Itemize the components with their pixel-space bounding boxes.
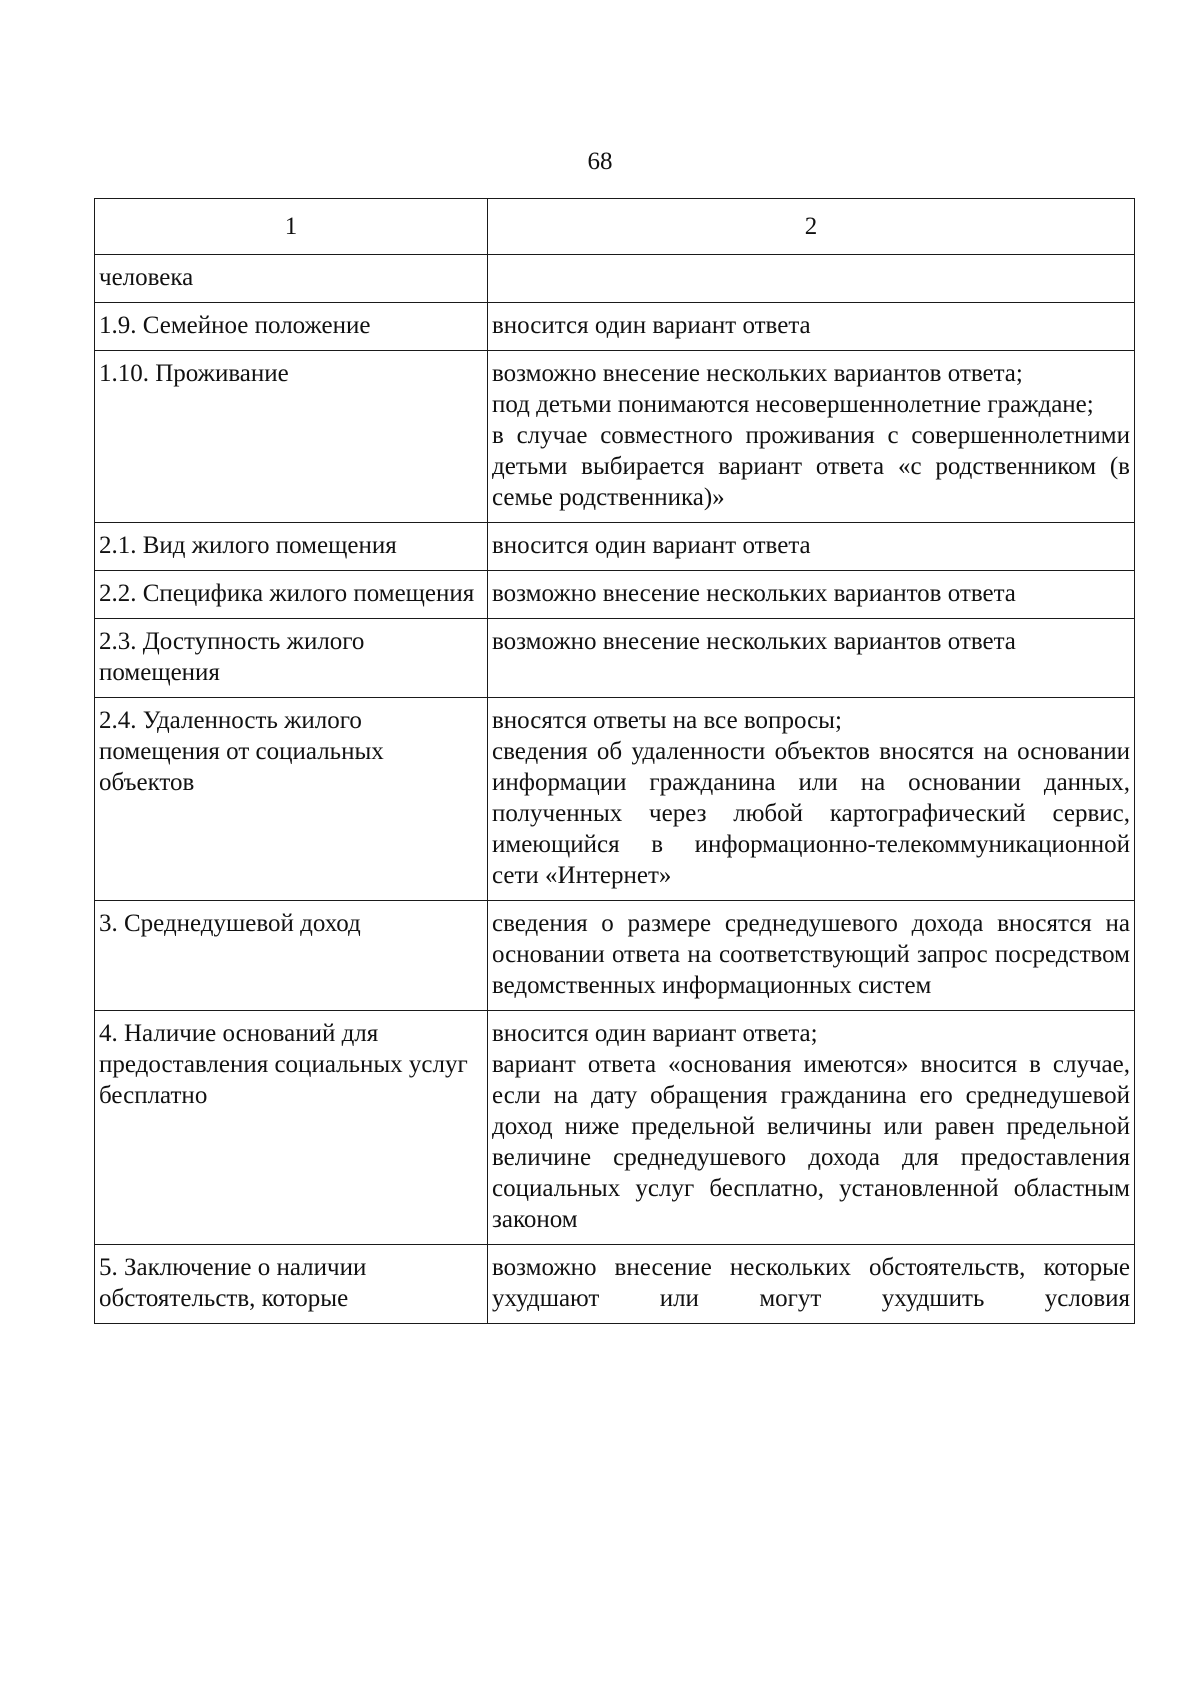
table-row (95, 698, 1135, 901)
table-row (95, 619, 1135, 698)
description-paragraph: вносится один вариант ответа; (492, 1020, 818, 1047)
row-label: 3. Среднедушевой доход (95, 901, 488, 1011)
table-row (95, 1245, 1135, 1324)
row-label: 4. Наличие оснований для предоставления социальных услуг бесплатно (95, 1011, 488, 1245)
row-label: 2.1. Вид жилого помещения (95, 523, 488, 571)
description-paragraph: вносится один вариант ответа (492, 532, 811, 559)
description-paragraph: в случае совместного проживания с совершеннолетними детьми выбирается вариант ответа «с родственником (в семье родственника)» (492, 422, 1130, 511)
row-description (488, 255, 1135, 303)
row-label: 2.3. Доступность жилого помещения (95, 619, 488, 698)
row-description (488, 303, 1135, 351)
row-description (488, 571, 1135, 619)
table-row (95, 255, 1135, 303)
row-description (488, 1011, 1135, 1245)
description-paragraph: сведения о размере среднедушевого дохода вносятся на основании ответа на соответствующий запрос посредством ведомственных информационных систем (492, 910, 1130, 999)
table-row (95, 901, 1135, 1011)
table-row (95, 1011, 1135, 1245)
row-label: 5. Заключение о наличии обстоятельств, которые (95, 1245, 488, 1324)
header-row (95, 199, 1135, 255)
row-description (488, 523, 1135, 571)
row-description (488, 351, 1135, 523)
description-paragraph: вносится один вариант ответа (492, 312, 811, 339)
row-label: 1.10. Проживание (95, 351, 488, 523)
description-paragraph: сведения об удаленности объектов вносятся на основании информации гражданина или на основании данных, полученных через любой картографический сервис, имеющийся в информационно-телекоммуникационной сети «Интернет» (492, 738, 1130, 889)
description-paragraph: вносятся ответы на все вопросы; (492, 707, 842, 734)
description-paragraph: возможно внесение нескольких вариантов ответа (492, 628, 1016, 655)
description-paragraph: вариант ответа «основания имеются» вносится в случае, если на дату обращения гражданина его среднедушевой доход ниже предельной величины или равен предельной величине среднедушевого дохода для предоставления социальных услуг бесплатно, установленной областным законом (492, 1051, 1130, 1233)
table-row (95, 571, 1135, 619)
row-label: 2.4. Удаленность жилого помещения от социальных объектов (95, 698, 488, 901)
data-table (94, 198, 1135, 1324)
row-description (488, 698, 1135, 901)
row-description (488, 619, 1135, 698)
row-description (488, 1245, 1135, 1324)
description-paragraph: возможно внесение нескольких вариантов ответа; (492, 360, 1023, 387)
description-paragraph: возможно внесение нескольких вариантов ответа (492, 580, 1016, 607)
table-row (95, 523, 1135, 571)
column-header-1: 1 (95, 199, 488, 255)
table-row (95, 303, 1135, 351)
description-paragraph: возможно внесение нескольких обстоятельств, которые ухудшают или могут ухудшить условия (492, 1254, 1130, 1312)
column-header-2: 2 (488, 199, 1135, 255)
page-number: 68 (587, 148, 613, 175)
row-label: человека (95, 255, 488, 303)
description-paragraph: под детьми понимаются несовершеннолетние граждане; (492, 391, 1094, 418)
row-label: 1.9. Семейное положение (95, 303, 488, 351)
row-description (488, 901, 1135, 1011)
table-row (95, 351, 1135, 523)
row-label: 2.2. Специфика жилого помещения (95, 571, 488, 619)
